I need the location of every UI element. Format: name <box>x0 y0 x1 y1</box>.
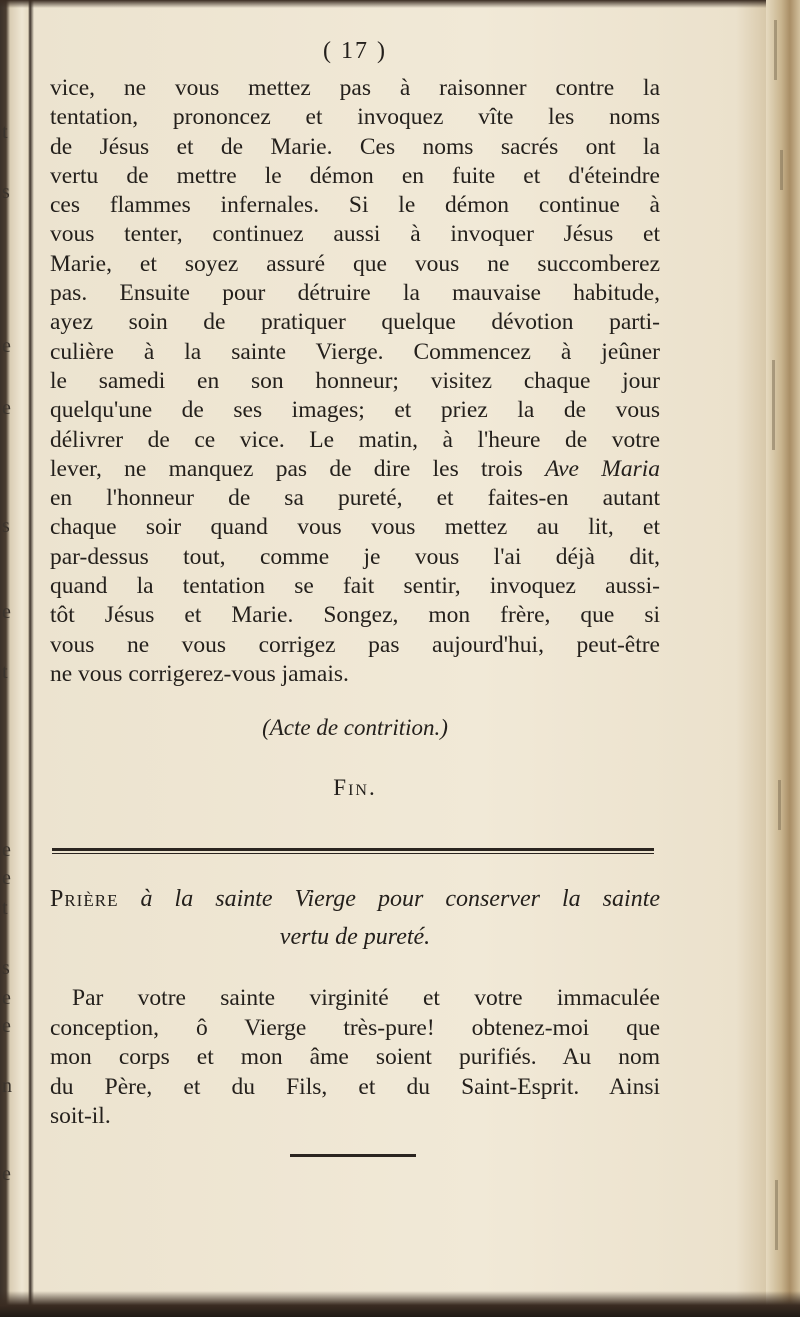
priere-heading-line-1 <box>50 880 660 918</box>
divider-thick-line <box>52 848 654 851</box>
priere-heading-rest: à la sainte Vierge pour conserver la sainte <box>140 886 661 912</box>
text-line: vous tenter, continuez aussi à invoquer Jésus et <box>50 221 660 248</box>
text-line: vertu de mettre le démon en fuite et d'éteindre <box>50 162 660 189</box>
facing-fragment: e <box>2 1015 11 1037</box>
text-line: ne vous corrigerez-vous jamais. <box>50 660 349 687</box>
edge-stain <box>780 150 783 190</box>
priere-text-line: du Père, et du Fils, et du Saint-Esprit. Ainsi <box>50 1073 660 1100</box>
acte-de-contrition: (Acte de contrition.) <box>262 715 448 741</box>
text-line: tentation, prononcez et invoquez vîte les noms <box>50 104 660 131</box>
top-page-shadow <box>0 0 800 8</box>
text-line: de Jésus et de Marie. Ces noms sacrés ont la <box>50 133 660 160</box>
facing-fragment: e <box>2 867 11 889</box>
text-line: pas. Ensuite pour détruire la mauvaise habitude, <box>50 280 660 307</box>
text-line: quand la tentation se fait sentir, invoquez aussi- <box>50 573 660 600</box>
priere-heading-word: Prière <box>50 886 119 912</box>
priere-text-line: Par votre sainte virginité et votre immaculée <box>72 985 660 1011</box>
edge-stain <box>775 1180 778 1250</box>
facing-fragment: e <box>2 839 11 861</box>
bottom-binding-shadow <box>0 1291 800 1317</box>
page-content <box>50 38 660 805</box>
facing-fragment: e <box>2 1163 11 1185</box>
priere-section <box>50 880 660 1132</box>
section-divider <box>52 848 654 856</box>
text-line: quelqu'une de ses images; et priez la de vous <box>50 397 660 424</box>
text-line: vous ne vous corrigez pas aujourd'hui, peut-être <box>50 631 660 658</box>
facing-fragment: s <box>2 181 10 203</box>
text-line: ces flammes infernales. Si le démon continue à <box>50 192 660 219</box>
main-text-block <box>50 74 660 689</box>
divider-thin-line <box>52 853 654 854</box>
edge-stain <box>772 360 775 450</box>
end-rule <box>290 1154 416 1157</box>
page-number: ( 17 ) <box>323 38 387 64</box>
edge-stain <box>778 780 781 830</box>
text-line: par-dessus tout, comme je vous l'ai déjà dit, <box>50 543 660 570</box>
facing-fragment: e <box>2 397 11 419</box>
text-line: tôt Jésus et Marie. Songez, mon frère, que si <box>50 602 660 629</box>
text-line: culière à la sainte Vierge. Commencez à jeûner <box>50 338 660 365</box>
page-edge-stack <box>766 0 800 1317</box>
text-line: Marie, et soyez assuré que vous ne succomberez <box>50 250 660 277</box>
facing-page-fragments <box>0 0 28 1317</box>
facing-fragment: s <box>2 515 10 537</box>
priere-text-line: conception, ô Vierge très-pure! obtenez-moi que <box>50 1014 660 1041</box>
edge-stain <box>774 20 777 80</box>
text-line: le samedi en son honneur; visitez chaque jour <box>50 367 660 394</box>
facing-fragment: t <box>2 897 8 919</box>
priere-text-line: soit-il. <box>50 1103 111 1129</box>
text-line: lever, ne manquez pas de dire les trois Ave Maria <box>50 455 661 482</box>
text-line: en l'honneur de sa pureté, et faites-en autant <box>50 485 660 512</box>
facing-fragment: e <box>2 601 11 623</box>
priere-text-line: mon corps et mon âme soient purifiés. Au nom <box>50 1044 660 1070</box>
facing-fragment: t <box>2 121 8 143</box>
fin-marker: Fin. <box>333 775 377 801</box>
facing-fragment: t <box>2 661 8 683</box>
text-line: ayez soin de pratiquer quelque dévotion parti- <box>50 309 660 336</box>
text-line: vice, ne vous mettez pas à raisonner contre la <box>50 75 660 101</box>
priere-heading-line-2: vertu de pureté. <box>279 924 431 950</box>
priere-heading <box>50 880 660 956</box>
ave-maria-italic: Ave Maria <box>545 455 661 482</box>
facing-fragment: n <box>2 1075 12 1097</box>
text-line: délivrer de ce vice. Le matin, à l'heure de votre <box>50 426 660 453</box>
facing-fragment: e <box>2 987 11 1009</box>
priere-text-block <box>50 984 660 1132</box>
text-line: chaque soir quand vous vous mettez au lit, et <box>50 514 660 541</box>
facing-fragment: s <box>2 957 10 979</box>
facing-fragment: e <box>2 335 11 357</box>
